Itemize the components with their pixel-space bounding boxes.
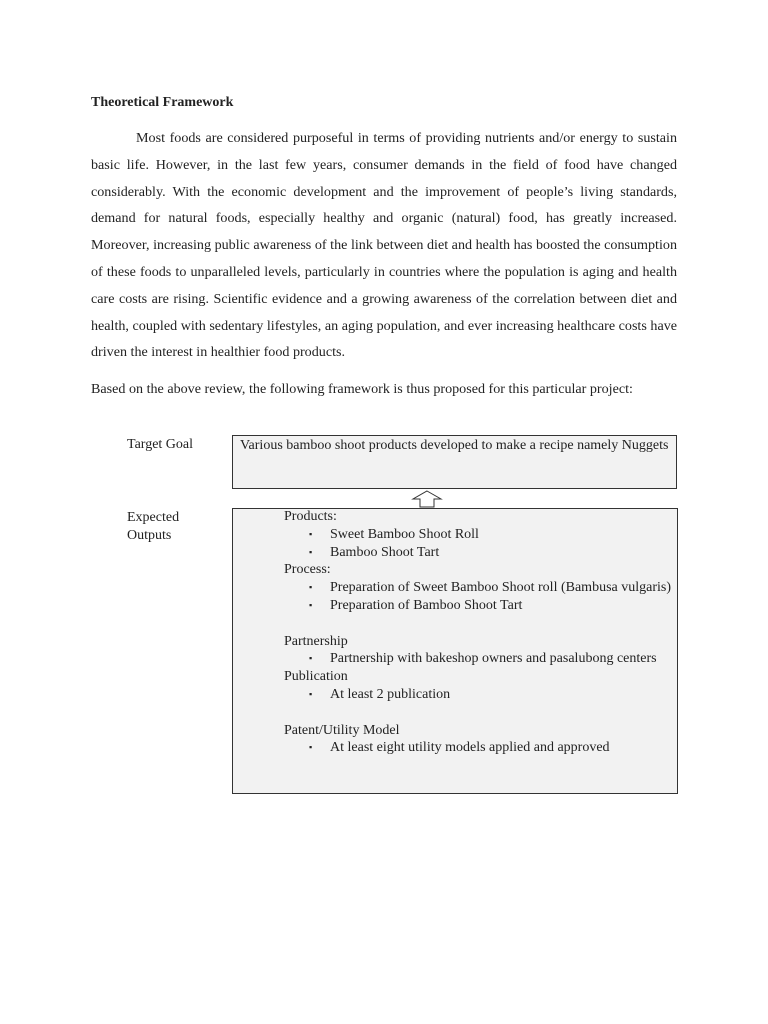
section-partnership: [284, 633, 671, 669]
section-publication: [284, 668, 671, 704]
section-process: [284, 561, 671, 614]
list-item: ▪ Preparation of Bamboo Shoot Tart: [309, 597, 523, 613]
products-title: Products:: [284, 509, 337, 524]
expected-outputs-content: [284, 508, 671, 757]
target-goal-box: [232, 435, 677, 489]
bullet-icon: ▪: [309, 582, 313, 593]
bullet-icon: ▪: [309, 653, 313, 664]
framework-intro-paragraph: Based on the above review, the following framework is thus proposed for this particular project:: [91, 381, 633, 397]
partnership-title: Partnership: [284, 633, 348, 649]
target-goal-label: Target Goal: [127, 437, 194, 452]
patent-title: Patent/Utility Model: [284, 722, 400, 738]
bullet-icon: ▪: [309, 546, 313, 557]
expected-outputs-label: Expected Outputs: [127, 510, 180, 543]
target-goal-text: Various bamboo shoot products developed to make a recipe namely Nuggets: [240, 438, 669, 453]
section-patent: [284, 722, 671, 758]
list-item: ▪ Sweet Bamboo Shoot Roll: [309, 526, 479, 542]
process-title: Process:: [284, 562, 331, 578]
section-heading: Theoretical Framework: [91, 95, 234, 110]
bullet-icon: ▪: [309, 528, 313, 539]
bullet-icon: ▪: [309, 742, 313, 753]
list-item: ▪ Preparation of Sweet Bamboo Shoot roll (Bambusa vulgaris): [309, 580, 671, 596]
bullet-icon: ▪: [309, 599, 313, 610]
list-item: ▪ Bamboo Shoot Tart: [309, 544, 440, 560]
publication-title: Publication: [284, 669, 348, 685]
list-item: ▪ At least eight utility models applied and approved: [309, 740, 610, 756]
section-products: [284, 508, 671, 561]
intro-paragraph: Most foods are considered purposeful in terms of providing nutrients and/or energy to sustain basic life. However, in the last few years, consumer demands in the field of food have changed considerably. With the economic development and the improvement of people’s living standards, demand for natural foods, especially healthy and organic (natural) food, has greatly increased. Moreover, increasing public awareness of the link between diet and health has boosted the consumption of these foods to unparalleled levels, particularly in countries where the population is aging and health care costs are rising. Scientific evidence and a growing awareness of the correlation between diet and health, coupled with sedentary lifestyles, an aging population, and ever increasing healthcare costs have driven the interest in healthier food products.: [91, 130, 677, 361]
bullet-icon: ▪: [309, 688, 313, 699]
list-item: ▪ Partnership with bakeshop owners and pasalubong centers: [309, 651, 657, 667]
list-item: ▪ At least 2 publication: [309, 686, 451, 702]
up-arrow-icon: [411, 490, 443, 508]
